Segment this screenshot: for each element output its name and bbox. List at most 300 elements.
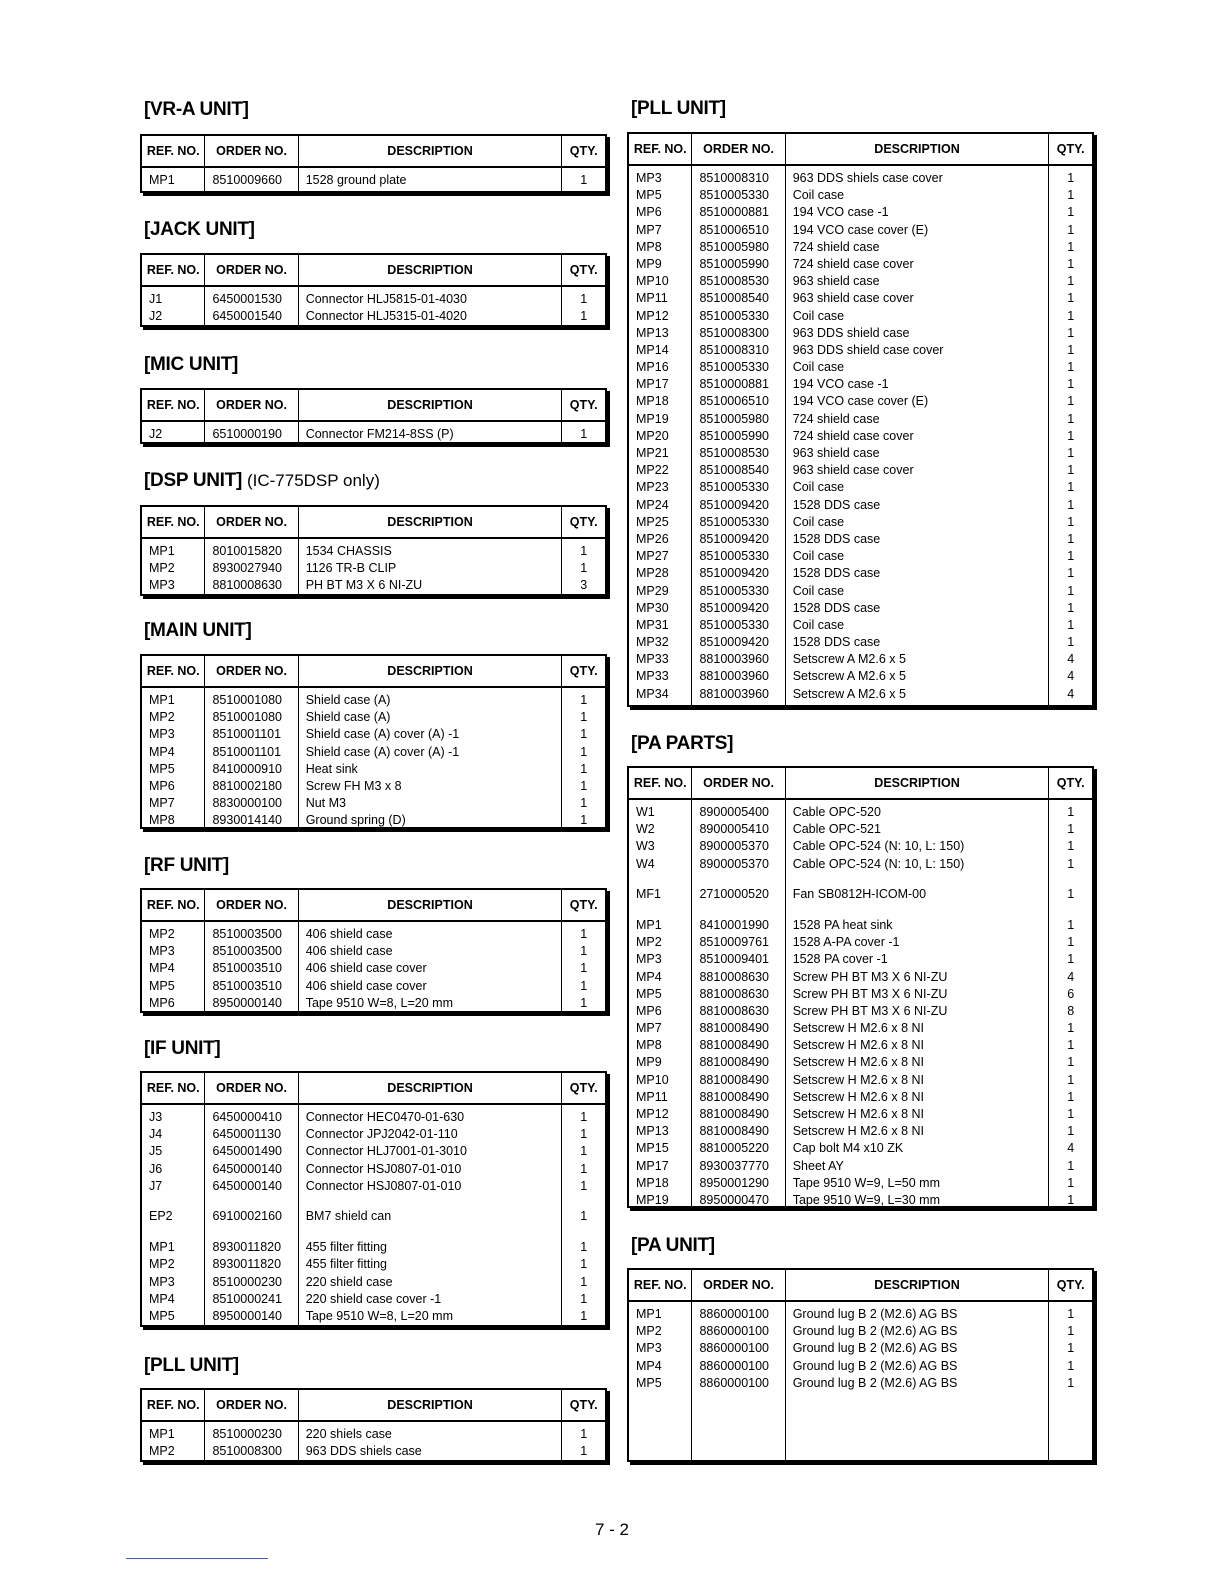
header-qty: QTY.	[569, 263, 598, 277]
table-row	[142, 960, 605, 977]
cell-ref: MP2	[149, 561, 175, 576]
dsp-unit-title	[144, 470, 380, 492]
cell-ref: MP3	[149, 727, 175, 742]
cell-desc: Screw PH BT M3 X 6 NI-ZU	[792, 986, 948, 1001]
cell-order: 8930011820	[212, 1240, 282, 1255]
cell-qty: 1	[580, 927, 588, 941]
rf-unit-title: [RF UNIT]	[144, 855, 229, 876]
table-row	[629, 583, 1092, 600]
table-row	[629, 686, 1092, 703]
cell-order: 8810002180	[212, 778, 283, 793]
cell-ref: MP5	[636, 188, 662, 203]
cell-desc: Setscrew H M2.6 x 8 NI	[792, 1107, 924, 1121]
table-row	[629, 1340, 1092, 1357]
cell-order: 8930027940	[212, 561, 283, 576]
vra-parts-table	[140, 134, 607, 193]
cell-ref: MP1	[636, 917, 662, 932]
cell-ref: J4	[149, 1127, 163, 1142]
cell-ref: MP33	[636, 652, 669, 667]
cell-desc: Connector HLJ5315-01-4020	[305, 309, 467, 324]
table-row	[142, 1161, 605, 1178]
cell-ref: MP9	[636, 256, 662, 271]
cell-desc: 194 VCO case -1	[792, 377, 889, 392]
table-row	[142, 744, 605, 761]
table-row	[142, 761, 605, 778]
cell-ref: MP9	[636, 1055, 662, 1070]
cell-qty: 1	[1067, 1358, 1075, 1373]
cell-desc: Tape 9510 W=8, L=20 mm	[305, 1308, 454, 1323]
table-row	[629, 411, 1092, 428]
cell-ref: J1	[149, 292, 163, 306]
header-desc: DESCRIPTION	[299, 1073, 563, 1103]
table-row	[142, 426, 605, 443]
cell-order: 8510008300	[699, 325, 770, 340]
cell-qty: 1	[1067, 342, 1075, 357]
cell-order: 8810008490	[699, 1089, 770, 1104]
cell-desc: Setscrew H M2.6 x 8 NI	[792, 1072, 924, 1087]
cell-order: 6450001490	[212, 1144, 283, 1159]
table-row	[629, 514, 1092, 531]
cell-qty: 1	[580, 1291, 588, 1306]
header-desc: DESCRIPTION	[786, 1270, 1050, 1300]
table-row	[142, 1274, 605, 1291]
cell-desc: Coil case	[792, 549, 845, 564]
cell-qty: 1	[1067, 463, 1075, 478]
table-row	[629, 951, 1092, 968]
pll-parts-table-right	[627, 132, 1094, 707]
cell-desc: Ground lug B 2 (M2.6) AG BS	[792, 1375, 958, 1390]
cell-desc: 963 shield case	[792, 446, 880, 460]
cell-desc: 1528 A-PA cover -1	[792, 935, 900, 950]
cell-desc: 220 shiels case	[305, 1427, 392, 1441]
cell-desc: Heat sink	[305, 761, 358, 776]
cell-qty: 1	[1067, 1375, 1075, 1390]
cell-ref: MP20	[636, 428, 669, 443]
cell-ref: MP5	[636, 1375, 662, 1390]
cell-order: 8810008630	[699, 969, 770, 984]
header-order: ORDER NO.	[205, 890, 298, 920]
cell-ref: MP5	[149, 978, 175, 993]
cell-qty: 1	[1067, 531, 1075, 546]
table-header	[629, 134, 1092, 166]
cell-order: 8510006510	[699, 394, 770, 409]
cell-qty: 4	[1067, 652, 1075, 667]
cell-qty: 1	[1067, 917, 1075, 932]
table-header	[629, 1270, 1092, 1302]
cell-desc: 220 shield case cover -1	[305, 1291, 442, 1306]
cell-qty: 1	[1067, 1107, 1075, 1121]
cell-order: 8860000100	[699, 1324, 770, 1339]
cell-desc: Setscrew H M2.6 x 8 NI	[792, 1021, 924, 1036]
table-row	[142, 308, 605, 325]
cell-desc: Ground lug B 2 (M2.6) AG BS	[792, 1307, 958, 1321]
cell-order: 8810008630	[212, 578, 283, 593]
cell-desc: PH BT M3 X 6 NI-ZU	[305, 578, 423, 593]
table-row	[142, 778, 605, 795]
cell-qty: 1	[1067, 1324, 1075, 1339]
cell-order: 8510008530	[699, 274, 770, 289]
cell-order: 8510001080	[212, 710, 283, 725]
cell-order: 8510009401	[699, 952, 770, 967]
cell-desc: Screw PH BT M3 X 6 NI-ZU	[792, 969, 948, 984]
pa-unit-parts-table	[627, 1268, 1094, 1462]
cell-desc: 1528 DDS case	[792, 497, 881, 512]
cell-order: 8510008310	[699, 342, 770, 357]
cell-qty: 1	[580, 1274, 588, 1289]
header-order: ORDER NO.	[205, 656, 298, 686]
cell-desc: Setscrew A M2.6 x 5	[792, 652, 906, 667]
cell-qty: 1	[1067, 887, 1075, 902]
cell-desc: 724 shield case	[792, 411, 880, 426]
main-unit-title: [MAIN UNIT]	[144, 620, 252, 641]
cell-qty: 1	[580, 1144, 588, 1159]
table-row	[629, 239, 1092, 256]
cell-qty: 1	[1067, 497, 1075, 512]
cell-ref: MP4	[149, 744, 175, 759]
cell-desc: Coil case	[792, 360, 845, 375]
table-row	[142, 543, 605, 560]
header-desc: DESCRIPTION	[299, 390, 563, 420]
header-ref: REF. NO.	[142, 136, 205, 166]
cell-order: 8510009761	[699, 935, 770, 950]
table-row	[629, 1323, 1092, 1340]
cell-desc: Shield case (A) cover (A) -1	[305, 744, 460, 759]
cell-order: 8810003960	[699, 686, 770, 701]
table-row	[142, 1443, 605, 1460]
cell-desc: Cable OPC-524 (N: 10, L: 150)	[792, 839, 965, 854]
table-row	[629, 600, 1092, 617]
cell-qty: 1	[580, 961, 588, 976]
header-ref: REF. NO.	[142, 390, 205, 420]
cell-ref: MP13	[636, 1124, 669, 1139]
cell-ref: MP7	[636, 222, 662, 237]
cell-qty: 1	[580, 744, 588, 759]
cell-qty: 1	[580, 1209, 588, 1224]
table-row	[629, 1054, 1092, 1071]
cell-desc: 1126 TR-B CLIP	[305, 561, 397, 576]
cell-order: 8810003960	[699, 669, 770, 684]
cell-desc: Tape 9510 W=9, L=50 mm	[792, 1175, 941, 1190]
table-header	[142, 136, 605, 168]
cell-desc: Setscrew A M2.6 x 5	[792, 686, 906, 701]
cell-qty: 1	[1067, 805, 1075, 819]
cell-order: 8930014140	[212, 813, 283, 828]
pll-parts-table-left	[140, 1388, 607, 1462]
cell-desc: 1528 DDS case	[792, 566, 881, 581]
table-row	[629, 634, 1092, 651]
header-qty: QTY.	[569, 1398, 598, 1412]
cell-order: 6450001540	[212, 309, 283, 324]
table-row	[629, 222, 1092, 239]
cell-qty: 1	[580, 796, 588, 811]
cell-desc: Screw PH BT M3 X 6 NI-ZU	[792, 1003, 948, 1018]
cell-ref: MP27	[636, 549, 669, 564]
cell-desc: 724 shield case cover	[792, 256, 914, 271]
cell-order: 8950001290	[699, 1175, 770, 1190]
cell-qty: 1	[1067, 1307, 1075, 1321]
header-ref: REF. NO.	[142, 1073, 205, 1103]
table-row	[142, 726, 605, 743]
cell-order: 8510003510	[212, 978, 283, 993]
header-qty: QTY.	[569, 898, 598, 912]
cell-qty: 3	[580, 578, 588, 593]
cell-ref: MP3	[636, 171, 662, 185]
cell-order: 8510000230	[212, 1427, 283, 1441]
cell-ref: MP2	[149, 1257, 175, 1272]
cell-ref: MP6	[149, 995, 175, 1010]
pa-unit-title: [PA UNIT]	[631, 1235, 715, 1256]
cell-desc: Connector HSJ0807-01-010	[305, 1161, 462, 1176]
cell-ref: MP1	[149, 1427, 175, 1441]
table-row	[629, 886, 1092, 903]
cell-qty: 1	[580, 778, 588, 793]
cell-order: 8510005330	[699, 549, 770, 564]
cell-qty: 1	[580, 727, 588, 742]
cell-qty: 1	[1067, 1055, 1075, 1070]
header-ref: REF. NO.	[629, 768, 692, 798]
cell-order: 8810003960	[699, 652, 770, 667]
cell-desc: 194 VCO case -1	[792, 205, 889, 220]
table-row	[629, 856, 1092, 873]
cell-ref: MP21	[636, 446, 669, 460]
cell-desc: Connector HLJ7001-01-3010	[305, 1144, 467, 1159]
table-row	[142, 812, 605, 829]
cell-order: 8830000100	[212, 796, 283, 811]
cell-order: 8860000100	[699, 1341, 770, 1356]
cell-qty: 1	[1067, 822, 1075, 837]
cell-desc: 1528 PA cover -1	[792, 952, 888, 967]
cell-order: 8510001080	[212, 693, 283, 707]
cell-desc: 1528 DDS case	[792, 600, 881, 615]
cell-ref: MP7	[149, 796, 175, 811]
table-row	[142, 291, 605, 308]
header-order: ORDER NO.	[205, 1390, 298, 1420]
cell-ref: MP23	[636, 480, 669, 495]
table-row	[629, 1192, 1092, 1209]
cell-desc: Cable OPC-521	[792, 822, 881, 837]
cell-qty: 1	[1067, 411, 1075, 426]
header-ref: REF. NO.	[142, 1390, 205, 1420]
table-row	[629, 187, 1092, 204]
cell-ref: MP33	[636, 669, 669, 684]
cell-ref: MP8	[636, 1038, 662, 1053]
jack-parts-table	[140, 253, 607, 327]
cell-ref: MP24	[636, 497, 669, 512]
cell-qty: 4	[1067, 686, 1075, 701]
cell-desc: Ground lug B 2 (M2.6) AG BS	[792, 1324, 958, 1339]
cell-desc: Sheet AY	[792, 1158, 844, 1173]
cell-desc: Fan SB0812H-ICOM-00	[792, 887, 927, 902]
cell-qty: 1	[1067, 935, 1075, 950]
header-ref: REF. NO.	[142, 255, 205, 285]
cell-desc: BM7 shield can	[305, 1209, 392, 1224]
cell-ref: W3	[636, 839, 655, 854]
cell-order: 8510008310	[699, 171, 770, 185]
cell-qty: 1	[580, 1427, 588, 1441]
cell-qty: 1	[1067, 839, 1075, 854]
cell-ref: W4	[636, 856, 655, 871]
header-order: ORDER NO.	[692, 134, 785, 164]
cell-qty: 1	[580, 944, 588, 959]
header-order: ORDER NO.	[205, 1073, 298, 1103]
cell-qty: 4	[1067, 1141, 1075, 1156]
cell-desc: Connector HEC0470-01-630	[305, 1110, 465, 1124]
table-row	[629, 617, 1092, 634]
cell-ref: MP1	[149, 544, 175, 558]
cell-qty: 1	[580, 544, 588, 558]
cell-desc: Ground spring (D)	[305, 813, 406, 828]
cell-ref: MP6	[636, 205, 662, 220]
cell-order: 8510009420	[699, 566, 770, 581]
cell-ref: MP6	[149, 778, 175, 793]
cell-qty: 1	[1067, 1192, 1075, 1207]
cell-ref: MF1	[636, 887, 661, 902]
table-row	[629, 1358, 1092, 1375]
cell-qty: 1	[1067, 188, 1075, 203]
header-ref: REF. NO.	[142, 890, 205, 920]
table-row	[629, 497, 1092, 514]
cell-order: 8510009660	[212, 173, 283, 187]
cell-order: 8810008490	[699, 1038, 770, 1053]
table-row	[629, 1375, 1092, 1392]
cell-desc: 963 DDS shield case	[792, 325, 910, 340]
if-parts-table	[140, 1071, 607, 1327]
cell-qty: 1	[1067, 1124, 1075, 1139]
cell-qty: 1	[1067, 394, 1075, 409]
cell-qty: 1	[1067, 428, 1075, 443]
table-row	[629, 256, 1092, 273]
cell-qty: 1	[1067, 635, 1075, 650]
dsp-unit-title-text: [DSP UNIT]	[144, 470, 242, 491]
cell-order: 8510009420	[699, 635, 770, 650]
cell-ref: MP8	[149, 813, 175, 828]
cell-ref: MP4	[636, 969, 662, 984]
cell-desc: Tape 9510 W=9, L=30 mm	[792, 1192, 941, 1207]
table-row	[629, 428, 1092, 445]
cell-order: 8010015820	[212, 544, 283, 558]
cell-desc: Coil case	[792, 617, 845, 632]
cell-desc: Setscrew H M2.6 x 8 NI	[792, 1055, 924, 1070]
table-row	[629, 821, 1092, 838]
cell-desc: Connector JPJ2042-01-110	[305, 1127, 458, 1142]
table-row	[629, 651, 1092, 668]
table-row	[629, 934, 1092, 951]
header-desc: DESCRIPTION	[299, 1390, 563, 1420]
table-header	[142, 390, 605, 422]
pll-unit-title-left: [PLL UNIT]	[144, 1355, 239, 1376]
cell-desc: 963 shield case cover	[792, 463, 914, 478]
table-row	[142, 577, 605, 594]
table-row	[629, 445, 1092, 462]
cell-desc: Ground lug B 2 (M2.6) AG BS	[792, 1341, 958, 1356]
cell-qty: 1	[1067, 583, 1075, 598]
cell-ref: MP30	[636, 600, 669, 615]
cell-qty: 1	[1067, 205, 1075, 220]
cell-ref: J6	[149, 1161, 163, 1176]
cell-order: 8810008490	[699, 1021, 770, 1036]
cell-ref: MP34	[636, 686, 669, 701]
cell-qty: 1	[1067, 1175, 1075, 1190]
cell-qty: 1	[580, 292, 588, 306]
header-order: ORDER NO.	[205, 255, 298, 285]
cell-ref: MP1	[149, 173, 175, 187]
cell-ref: MP10	[636, 1072, 669, 1087]
table-row	[629, 917, 1092, 934]
cell-order: 8900005370	[699, 856, 770, 871]
table-row	[629, 1106, 1092, 1123]
cell-ref: MP25	[636, 514, 669, 529]
cell-desc: 1528 DDS case	[792, 531, 881, 546]
table-row	[629, 290, 1092, 307]
cell-qty: 1	[1067, 446, 1075, 460]
main-parts-table	[140, 654, 607, 829]
cell-desc: Cap bolt M4 x10 ZK	[792, 1141, 904, 1156]
cell-qty: 1	[1067, 360, 1075, 375]
cell-ref: MP26	[636, 531, 669, 546]
header-qty: QTY.	[1056, 1278, 1085, 1292]
cell-desc: 1528 PA heat sink	[792, 917, 893, 932]
cell-order: 8510005990	[699, 428, 770, 443]
cell-desc: Nut M3	[305, 796, 346, 811]
cell-ref: MP18	[636, 394, 669, 409]
cell-ref: MP2	[636, 1324, 662, 1339]
cell-qty: 1	[580, 995, 588, 1010]
table-row	[629, 1306, 1092, 1323]
cell-desc: 455 filter fitting	[305, 1240, 387, 1255]
table-row	[142, 978, 605, 995]
header-desc: DESCRIPTION	[299, 136, 563, 166]
pa-parts-table	[627, 766, 1094, 1208]
cell-order: 8810005220	[699, 1141, 770, 1156]
table-row	[142, 709, 605, 726]
header-qty: QTY.	[569, 398, 598, 412]
cell-order: 8510008530	[699, 446, 770, 460]
cell-desc: Ground lug B 2 (M2.6) AG BS	[792, 1358, 958, 1373]
table-header	[142, 1073, 605, 1105]
rf-parts-table	[140, 888, 607, 1013]
cell-order: 8950000470	[699, 1192, 770, 1207]
cell-desc: 1528 DDS case	[792, 635, 881, 650]
header-order: ORDER NO.	[205, 136, 298, 166]
table-row	[629, 1158, 1092, 1175]
cell-qty: 1	[1067, 1072, 1075, 1087]
cell-order: 8510008540	[699, 291, 770, 306]
table-row	[629, 548, 1092, 565]
cell-ref: J5	[149, 1144, 163, 1159]
cell-order: 8510001101	[212, 727, 282, 742]
table-row	[629, 376, 1092, 393]
cell-desc: Setscrew A M2.6 x 5	[792, 669, 906, 684]
cell-order: 8510005330	[699, 617, 770, 632]
dsp-parts-table	[140, 505, 607, 596]
cell-ref: MP19	[636, 1192, 669, 1207]
cell-ref: MP1	[149, 693, 175, 707]
cell-ref: MP3	[149, 1274, 175, 1289]
cell-order: 8860000100	[699, 1358, 770, 1373]
cell-order: 8510006510	[699, 222, 770, 237]
cell-qty: 4	[1067, 969, 1075, 984]
cell-desc: Shield case (A) cover (A) -1	[305, 727, 460, 742]
cell-desc: Coil case	[792, 514, 845, 529]
cell-ref: MP15	[636, 1141, 669, 1156]
cell-order: 8510005330	[699, 583, 770, 598]
header-ref: REF. NO.	[142, 656, 205, 686]
cell-order: 6450000140	[212, 1161, 283, 1176]
cell-qty: 1	[1067, 325, 1075, 340]
pa-parts-title: [PA PARTS]	[631, 733, 734, 754]
cell-ref: EP2	[149, 1209, 173, 1224]
cell-order: 8510005330	[699, 308, 770, 323]
